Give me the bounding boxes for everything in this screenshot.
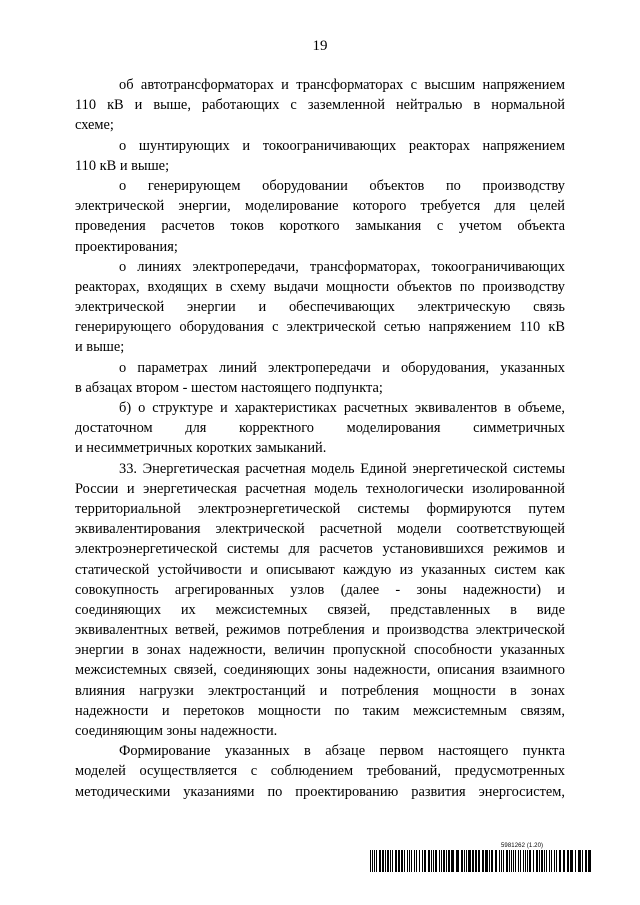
barcode xyxy=(370,850,592,872)
text-line: энергии в зонах надежности, величин пропускной способности указанных xyxy=(75,642,565,659)
text-line: 33. Энергетическая расчетная модель Единой энергетической системы xyxy=(119,460,565,477)
page-number: 19 xyxy=(312,38,328,54)
text-line: и несимметричных коротких замыканий. xyxy=(75,440,327,457)
text-line: 110 кВ и выше; xyxy=(75,157,170,174)
text-line: эквивалентирования электрической расчетной модели соответствующей xyxy=(75,521,565,538)
text-line: о генерирующем оборудовании объектов по производству xyxy=(119,177,565,194)
document-code: 5981262 (1.20) xyxy=(501,843,544,849)
text-line: России и энергетическая расчетная модель технологически изолированной xyxy=(75,480,565,497)
text-line: электрической энергии, моделирование которого требуется для целей xyxy=(75,198,565,215)
text-line: и выше; xyxy=(75,339,125,356)
text-line: надежности и перетоков мощности по таким межсистемным связям, xyxy=(75,702,565,719)
text-line: методическими указаниями по проектированию развития энергосистем, xyxy=(75,783,565,800)
text-line: соединяющих их межсистемных связей, представленных в виде xyxy=(75,601,565,618)
text-line: электрической энергии и обеспечивающих электрическую связь xyxy=(75,299,565,316)
text-line: электроэнергетической системы для расчетов установившихся режимов и xyxy=(75,541,565,558)
text-line: территориальной электроэнергетической системы формируются путем xyxy=(75,500,565,517)
text-line: о шунтирующих и токоограничивающих реакторах напряжением xyxy=(119,137,565,154)
text-line: схеме; xyxy=(75,117,114,134)
document-body xyxy=(75,75,565,802)
text-line: реакторах, входящих в схему выдачи мощности объектов по производству xyxy=(75,278,565,295)
text-line: проектирования; xyxy=(75,238,178,255)
text-line: соединяющим зоны надежности. xyxy=(75,723,278,739)
text-line: совокупность агрегированных узлов (далее - зоны надежности) и xyxy=(75,581,565,598)
text-line: о линиях электропередачи, трансформаторах, токоограничивающих xyxy=(119,258,565,275)
text-line: проведения расчетов токов короткого замыкания с учетом объекта xyxy=(75,218,565,235)
text-line: межсистемных связей, соединяющих зоны надежности, описания взаимного xyxy=(75,662,565,679)
text-line: в абзацах втором - шестом настоящего подпункта; xyxy=(75,379,383,396)
text-line: влияния нагрузки электростанций и потребления мощности в зонах xyxy=(75,682,565,699)
text-line: б) о структуре и характеристиках расчетных эквивалентов в объеме, xyxy=(119,400,565,416)
text-line: эквивалентных ветвей, режимов потребления и производства электрической xyxy=(75,622,565,639)
text-line: достаточном для корректного моделирования симметричных xyxy=(75,420,565,437)
text-line: Формирование указанных в абзаце первом настоящего пункта xyxy=(119,743,565,760)
text-line: моделей осуществляется с соблюдением требований, предусмотренных xyxy=(75,763,565,780)
text-line: о параметрах линий электропередачи и оборудования, указанных xyxy=(119,359,565,376)
text-line: 110 кВ и выше, работающих с заземленной нейтралью в нормальной xyxy=(75,97,565,114)
text-line: статической устойчивости и описывают каждую из указанных систем как xyxy=(75,561,565,578)
text-line: генерирующего оборудования с электрической сетью напряжением 110 кВ xyxy=(75,319,565,336)
text-line: об автотрансформаторах и трансформаторах с высшим напряжением xyxy=(119,77,565,93)
